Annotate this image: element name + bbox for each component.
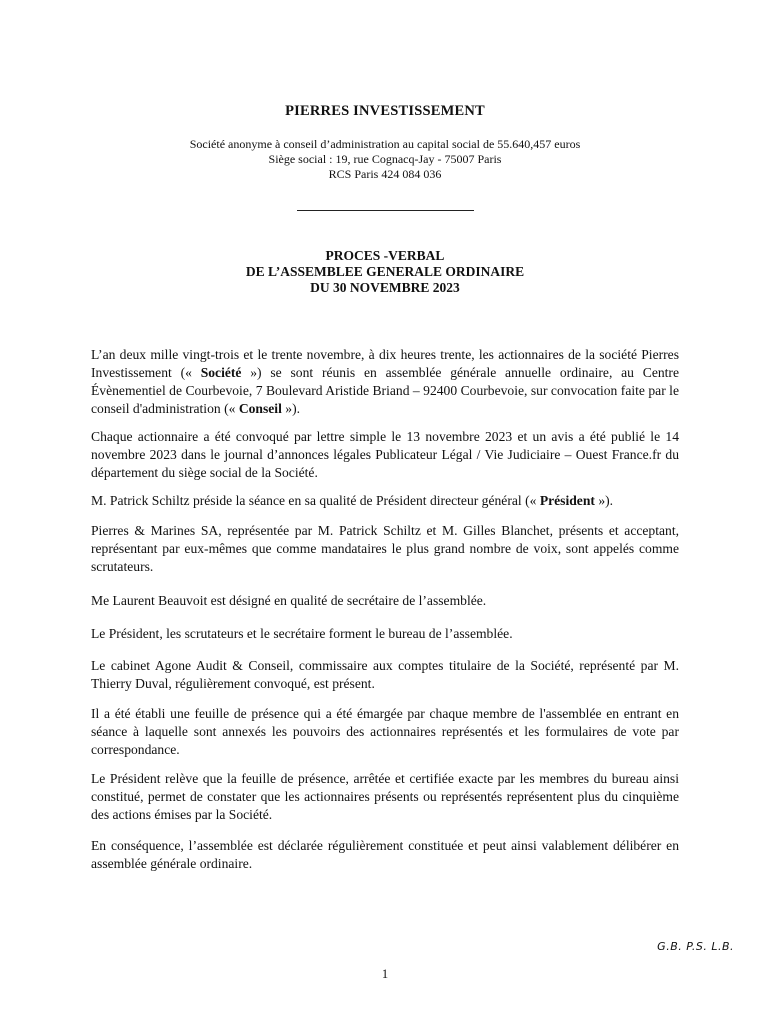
company-name: PIERRES INVESTISSEMENT bbox=[285, 103, 485, 119]
signatory-initials: G.B. P.S. L.B. bbox=[657, 940, 734, 953]
company-address: Siège social : 19, rue Cognacq-Jay - 75007 Paris bbox=[268, 152, 502, 166]
company-legal-form: Société anonyme à conseil d’administration au capital social de 55.640,457 euros bbox=[189, 137, 581, 151]
title-line-3: DU 30 NOVEMBRE 2023 bbox=[310, 280, 460, 295]
p1-term-conseil: Conseil bbox=[238, 401, 282, 416]
p1-text-e: »). bbox=[281, 401, 300, 416]
title-line-1: PROCES -VERBAL bbox=[325, 248, 445, 263]
paragraph-president bbox=[91, 492, 679, 510]
header-divider bbox=[297, 210, 474, 211]
paragraph-feuille-presence: Il a été établi une feuille de présence qui a été émargée par chaque membre de l'assemblée en entrant en séance à laquelle sont annexés les pouvoirs des actionnaires représentés et les formulaires de vote par correspondance. bbox=[91, 706, 679, 757]
p1-term-societe: Société bbox=[200, 365, 242, 380]
p1-text-a: L’an deux mille vingt-trois et le trente novembre, à dix heures trente, les actionnaires de la société Pierres Investissement (« bbox=[91, 347, 679, 380]
paragraph-conclusion: En conséquence, l’assemblée est déclarée régulièrement constituée et peut ainsi valablement délibérer en assemblée générale ordinaire. bbox=[91, 838, 679, 871]
p3-term-president: Président bbox=[539, 493, 595, 508]
paragraph-quorum: Le Président relève que la feuille de présence, arrêtée et certifiée exacte par les membres du bureau ainsi constitué, permet de constater que les actionnaires présents ou représentés représentent plus du cinquième des actions émises par la Société. bbox=[91, 771, 679, 822]
company-rcs: RCS Paris 424 084 036 bbox=[328, 167, 442, 181]
p1-text-c: ») se sont réunis en assemblée générale annuelle ordinaire, au Centre Évènementiel de Courbevoie, 7 Boulevard Aristide Briand – 92400 Courbevoie, sur convocation faite par le conseil d'administration (« bbox=[91, 365, 679, 416]
paragraph-commissaire: Le cabinet Agone Audit & Conseil, commissaire aux comptes titulaire de la Société, représenté par M. Thierry Duval, régulièrement convoqué, est présent. bbox=[91, 658, 679, 691]
p3-text-c: »). bbox=[594, 493, 614, 508]
paragraph-bureau: Le Président, les scrutateurs et le secrétaire forment le bureau de l’assemblée. bbox=[91, 626, 513, 641]
p3-text-a: M. Patrick Schiltz préside la séance en sa qualité de Président directeur général (« bbox=[91, 493, 540, 508]
page-number: 1 bbox=[381, 967, 389, 981]
paragraph-secretaire: Me Laurent Beauvoit est désigné en qualité de secrétaire de l’assemblée. bbox=[91, 593, 487, 608]
paragraph-convocation: Chaque actionnaire a été convoqué par lettre simple le 13 novembre 2023 et un avis a été publié le 14 novembre 2023 dans le journal d’annonces légales Publicateur Légal / Vie Judiciaire – Ouest France.fr du département du siège social de la Société. bbox=[91, 429, 679, 480]
paragraph-scrutateurs: Pierres & Marines SA, représentée par M. Patrick Schiltz et M. Gilles Blanchet, présents et acceptant, représentant par eux-mêmes que comme mandataires le plus grand nombre de voix, sont appelés comme scrutateurs. bbox=[91, 523, 679, 574]
paragraph-meeting-convening bbox=[91, 346, 679, 418]
title-line-2: DE L’ASSEMBLEE GENERALE ORDINAIRE bbox=[245, 264, 525, 279]
